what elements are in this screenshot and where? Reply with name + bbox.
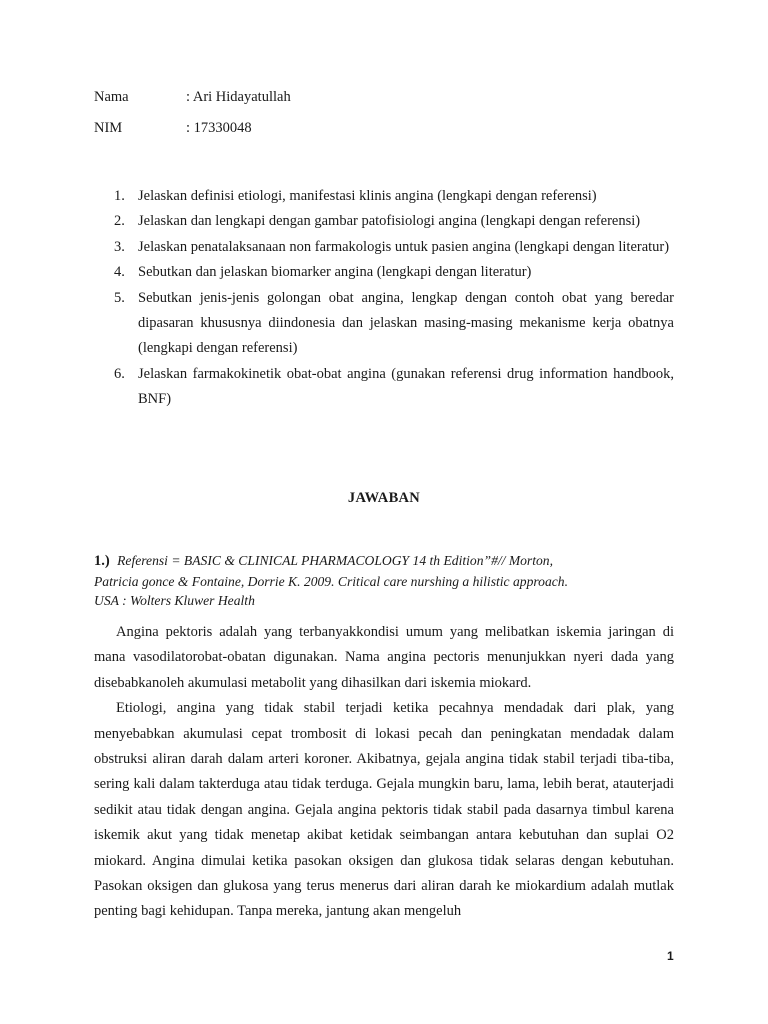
reference-line: Patricia gonce & Fontaine, Dorrie K. 2009. Critical care nurshing a hilistic approach.	[94, 573, 568, 589]
nim-label: NIM	[94, 120, 123, 136]
question-text: Sebutkan dan jelaskan biomarker angina (lengkapi dengan literatur)	[138, 264, 532, 281]
page-number: 1	[667, 949, 674, 963]
question-item	[104, 184, 674, 209]
name-value: : Ari Hidayatullah	[186, 89, 291, 105]
name-label: Nama	[94, 89, 129, 105]
answer-body	[94, 620, 674, 925]
question-text: Jelaskan penatalaksanaan non farmakologis untuk pasien angina (lengkapi dengan literatur)	[138, 238, 670, 255]
question-number: 5.	[114, 289, 125, 306]
answer-paragraph: Etiologi, angina yang tidak stabil terjadi ketika pecahnya mendadak dari plak, yang menyebabkan akumulasi cepat trombosit di lokasi pecah dan peningkatan mendadak dalam obstruksi aliran darah dalam arteri koroner. Akibatnya, gejala angina tidak stabil terjadi tiba-tiba, sering kali dalam takterduga atau tidak terduga. Gejala mungkin baru, lama, lebih berat, atauterjadi sedikit atau tidak dengan angina. Gejala angina pektoris tidak stabil pada dasarnya timbul karena iskemik akut yang tidak menetap akibat ketidak seimbangan antara kebutuhan dan suplai O2 miokard. Angina dimulai ketika pasokan oksigen dan glukosa tidak selaras dengan kebutuhan. Pasokan oksigen dan glukosa yang terus menerus dari aliran darah ke miokardium adalah mutlak penting bagi kehidupan. Tanpa mereka, jantung akan mengeluh	[94, 700, 674, 920]
question-text: Jelaskan farmakokinetik obat-obat angina (gunakan referensi drug information handbook, BNF)	[138, 365, 674, 408]
question-item	[104, 362, 674, 413]
reference-line: USA : Wolters Kluwer Health	[94, 593, 255, 609]
question-text: Sebutkan jenis-jenis golongan obat angina, lengkap dengan contoh obat yang beredar dipasaran khususnya diindonesia dan jelaskan masing-masing mekanisme kerja obatnya (lengkapi dengan referensi)	[138, 289, 674, 357]
answer-paragraph: Angina pektoris adalah yang terbanyakkondisi umum yang melibatkan iskemia jaringan di mana vasodilatorobat-obatan digunakan. Nama angina pectoris menunjukkan nyeri dada yang disebabkanoleh akumulasi metabolit yang dihasilkan dari iskemia miokard.	[94, 624, 674, 691]
reference-line	[94, 551, 694, 572]
question-number: 2.	[114, 213, 125, 230]
question-number: 4.	[114, 264, 125, 281]
answer-heading: JAWABAN	[347, 490, 421, 506]
question-number: 6.	[114, 365, 125, 382]
question-item	[104, 286, 674, 362]
question-item	[104, 235, 674, 260]
question-text: Jelaskan definisi etiologi, manifestasi klinis angina (lengkapi dengan referensi)	[138, 188, 597, 204]
question-text: Jelaskan dan lengkapi dengan gambar patofisiologi angina (lengkapi dengan referensi)	[138, 213, 641, 230]
question-item	[104, 260, 674, 285]
question-number: 3.	[114, 238, 125, 255]
question-number: 1.	[114, 188, 125, 204]
nim-field	[94, 119, 252, 137]
question-item	[104, 209, 674, 234]
nim-value: : 17330048	[186, 120, 252, 136]
reference-text: Referensi = BASIC & CLINICAL PHARMACOLOGY 14 th Edition”#// Morton,	[117, 553, 553, 568]
reference-block	[94, 551, 694, 611]
question-list	[104, 184, 674, 413]
name-field	[94, 88, 291, 106]
answer-number: 1.)	[94, 553, 110, 569]
